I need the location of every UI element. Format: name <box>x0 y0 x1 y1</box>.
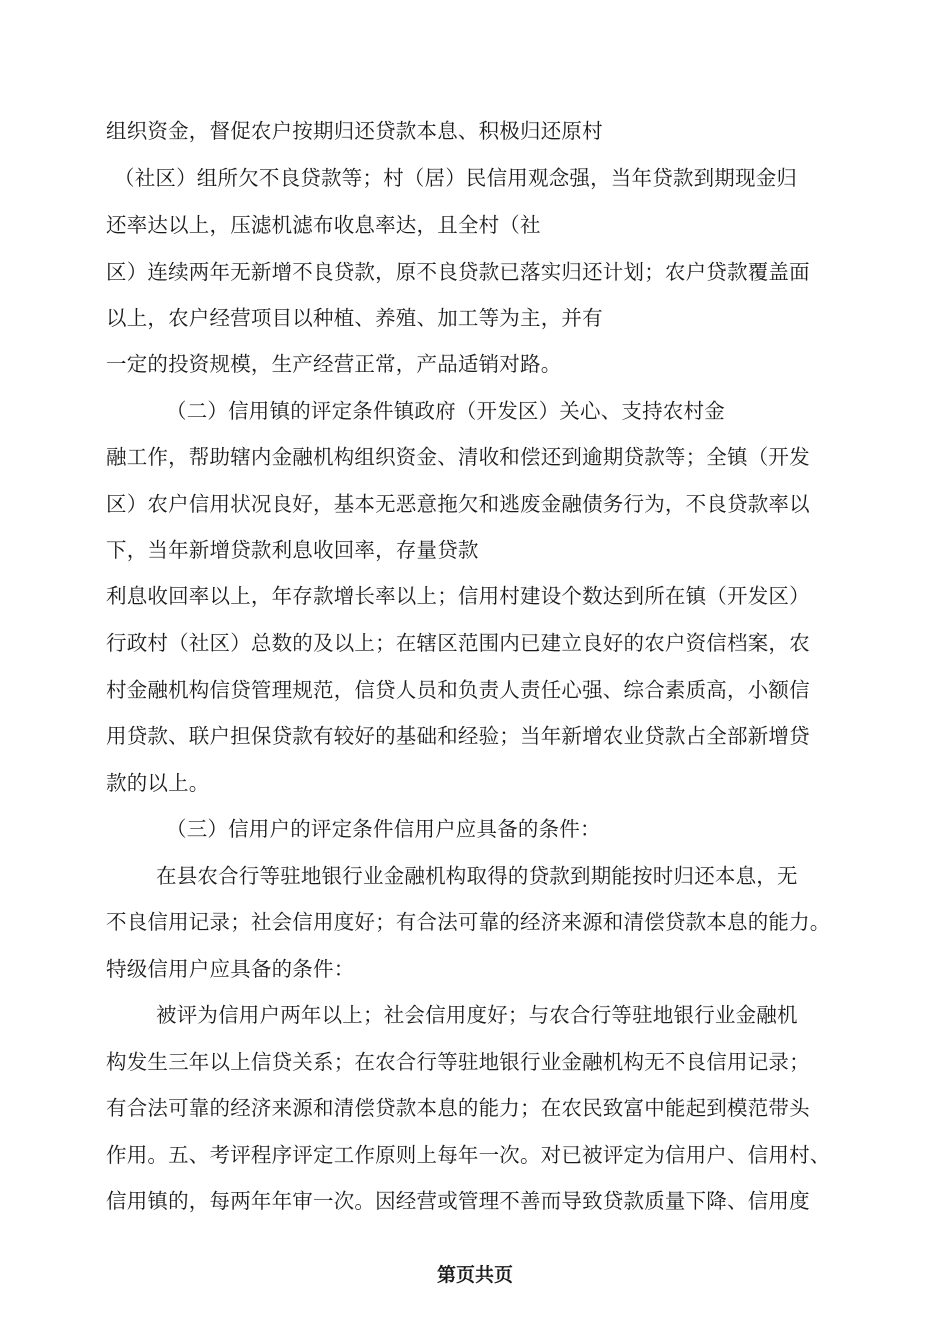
text-line: 作用。五、考评程序评定工作原则上每年一次。对已被评定为信用户、信用村、 <box>106 1143 831 1167</box>
text-line: 不良信用记录；社会信用度好；有合法可靠的经济来源和清偿贷款本息的能力。 <box>106 910 831 934</box>
text-line: （社区）组所欠不良贷款等；村（居）民信用观念强，当年贷款到期现金归 <box>114 166 798 190</box>
text-line: 还率达以上，压滤机滤布收息率达，且全村（社 <box>106 213 541 237</box>
section-heading: （二）信用镇的评定条件镇政府（开发区）关心、支持农村金 <box>166 399 725 423</box>
text-line: 在县农合行等驻地银行业金融机构取得的贷款到期能按时归还本息，无 <box>156 864 798 888</box>
text-line: 利息收回率以上，年存款增长率以上；信用村建设个数达到所在镇（开发区） <box>106 584 810 608</box>
text-line: 款的以上。 <box>106 771 210 795</box>
text-line: 被评为信用户两年以上；社会信用度好；与农合行等驻地银行业金融机 <box>156 1003 798 1027</box>
text-line: 用贷款、联户担保贷款有较好的基础和经验；当年新增农业贷款占全部新增贷 <box>106 724 810 748</box>
text-line: 一定的投资规模，生产经营正常，产品适销对路。 <box>106 352 562 376</box>
text-line: 下，当年新增贷款利息收回率，存量贷款 <box>106 538 479 562</box>
text-line: 行政村（社区）总数的及以上；在辖区范围内已建立良好的农户资信档案，农 <box>106 631 810 655</box>
text-line: 村金融机构信贷管理规范，信贷人员和负责人责任心强、综合素质高，小额信 <box>106 678 810 702</box>
text-line: 区）连续两年无新增不良贷款，原不良贷款已落实归还计划；农户贷款覆盖面 <box>106 260 810 284</box>
text-line: 区）农户信用状况良好，基本无恶意拖欠和逃废金融债务行为，不良贷款率以 <box>106 492 810 516</box>
text-line: 组织资金，督促农户按期归还贷款本息、积极归还原村 <box>106 119 603 143</box>
text-line: 特级信用户应具备的条件： <box>106 957 355 981</box>
text-line: 构发生三年以上信贷关系；在农合行等驻地银行业金融机构无不良信用记录； <box>106 1050 810 1074</box>
text-line: 信用镇的，每两年年审一次。因经营或管理不善而导致贷款质量下降、信用度 <box>106 1189 810 1213</box>
text-line: 以上，农户经营项目以种植、养殖、加工等为主，并有 <box>106 306 603 330</box>
text-line: 融工作，帮助辖内金融机构组织资金、清收和偿还到逾期贷款等；全镇（开发 <box>106 445 810 469</box>
text-line: 有合法可靠的经济来源和清偿贷款本息的能力；在农民致富中能起到模范带头 <box>106 1096 810 1120</box>
section-heading: （三）信用户的评定条件信用户应具备的条件： <box>166 817 601 841</box>
page-footer: 第页共页 <box>436 1264 513 1286</box>
